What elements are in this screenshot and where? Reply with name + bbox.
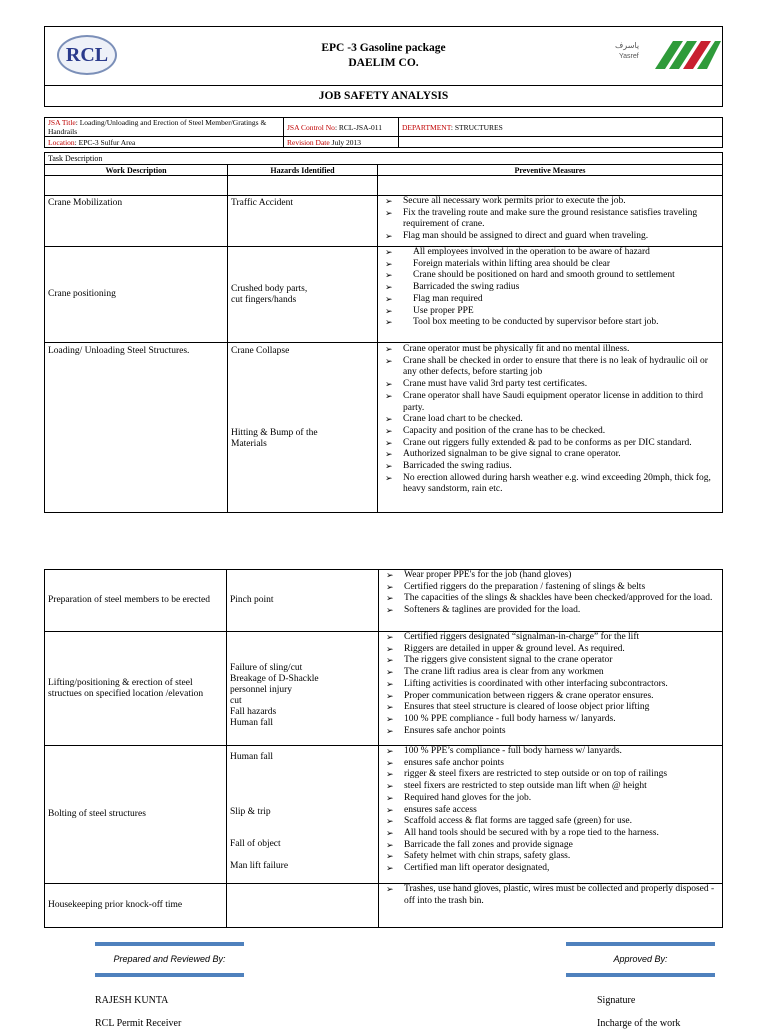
control-no-cell xyxy=(284,118,399,137)
hazard-cell xyxy=(227,632,379,746)
table-row xyxy=(45,247,723,343)
table-row xyxy=(45,570,723,632)
revision-date-cell xyxy=(284,137,399,148)
list-item: ➢ Use proper PPE xyxy=(381,306,719,318)
list-item: ➢ 100 % PPE’s compliance - full body harness w/ lanyards. xyxy=(382,746,719,758)
revision-date-value: July 2013 xyxy=(329,137,361,147)
column-header-hazards: Hazards Identified xyxy=(228,165,378,176)
hazard-text xyxy=(227,884,379,928)
jsa-title-bar xyxy=(44,85,723,107)
work-description: Crane Mobilization xyxy=(45,196,228,247)
list-item: ➢ Certified riggers designated “signalman-in-charge” for the lift xyxy=(382,632,719,644)
approver-role: Incharge of the work xyxy=(597,1018,681,1029)
measures-list xyxy=(382,632,719,737)
list-item: ➢ Crane operator must be physically fit and no mental illness. xyxy=(381,344,719,356)
list-item: ➢ All employees involved in the operation to be aware of hazard xyxy=(381,247,719,259)
list-item: ➢ The crane lift radius area is clear from any workmen xyxy=(382,667,719,679)
list-item: ➢ Required hand gloves for the job. xyxy=(382,793,719,805)
hazard-text: Failure of sling/cut xyxy=(230,662,303,673)
hazard-text: Slip & trip xyxy=(230,807,271,817)
list-item: ➢ The capacities of the slings & shackles have been checked/approved for the load. xyxy=(382,593,719,605)
jsa-title-cell xyxy=(45,118,284,137)
hazard-text: Hitting & Bump of the Materials xyxy=(231,428,318,449)
list-item: ➢ Ensures safe anchor points xyxy=(382,726,719,738)
list-item: ➢ Crane should be positioned on hard and smooth ground to settlement xyxy=(381,270,719,282)
table-row xyxy=(45,196,723,247)
list-item: ➢ ensures safe anchor points xyxy=(382,758,719,770)
jsa-title-label: JSA Title xyxy=(48,118,76,127)
list-item: ➢ 100 % PPE compliance - full body harness w/ lanyards. xyxy=(382,714,719,726)
list-item: ➢ Capacity and position of the crane has to be checked. xyxy=(381,426,719,438)
control-no-value: : RCL-JSA-011 xyxy=(334,122,382,132)
list-item: ➢ Ensures that steel structure is cleared of loose object prior lifting xyxy=(382,702,719,714)
location-cell xyxy=(45,137,284,148)
table-row xyxy=(45,343,723,513)
column-header-measures: Preventive Measures xyxy=(378,165,723,176)
hazard-text: Crane Collapse xyxy=(231,346,290,356)
hazard-text: cut fingers/hands xyxy=(231,294,297,305)
location-value: : EPC-3 Sulfur Area xyxy=(74,137,136,147)
hazard-cell xyxy=(227,746,379,884)
yasref-logo-text: Yasref xyxy=(619,53,639,60)
list-item: ➢ Softeners & taglines are provided for the load. xyxy=(382,605,719,617)
list-item: ➢ steel fixers are restricted to step outside man lift when @ height xyxy=(382,781,719,793)
list-item: ➢ Wear proper PPE's for the job (hand gloves) xyxy=(382,570,719,582)
list-item: ➢ Barricaded the swing radius. xyxy=(381,461,719,473)
hazard-table-1 xyxy=(44,152,723,513)
work-description: Housekeeping prior knock-off time xyxy=(45,884,227,928)
task-description-label: Task Description xyxy=(48,154,103,163)
list-item: ➢ Authorized signalman to be give signal to crane operator. xyxy=(381,449,719,461)
hazard-text: Fall hazards xyxy=(230,706,277,717)
revision-date-label: Revision Date xyxy=(287,137,330,147)
list-item: ➢ Scaffold access & flat forms are tagged safe (green) for use. xyxy=(382,816,719,828)
list-item: ➢ Certified man lift operator designated, xyxy=(382,863,719,875)
measures-list xyxy=(382,570,719,617)
list-item: ➢ rigger & steel fixers are restricted to step outside or on top of railings xyxy=(382,769,719,781)
jsa-info-table xyxy=(44,117,723,148)
list-item: ➢ Safety helmet with chin straps, safety glass. xyxy=(382,851,719,863)
hazard-text: Crushed body parts, xyxy=(231,283,308,294)
list-item: ➢ No erection allowed during harsh weather e.g. wind exceeding 20mph, thick fog, heavy sandstorm, rain etc. xyxy=(381,473,719,496)
hazard-text: Pinch point xyxy=(227,570,379,632)
list-item: ➢ Barricaded the swing radius xyxy=(381,282,719,294)
measures-list xyxy=(381,196,719,243)
rcl-logo-text: RCL xyxy=(65,44,109,66)
work-description: Lifting/positioning & erection of steel structues on specified location /elevation xyxy=(45,632,227,746)
list-item: ➢ Secure all necessary work permits prior to execute the job. xyxy=(381,196,719,208)
column-header-work: Work Description xyxy=(45,165,228,176)
hazard-text: Man lift failure xyxy=(230,861,289,871)
approver-signature: Signature xyxy=(597,995,636,1006)
yasref-stripes-icon xyxy=(649,39,721,71)
company-name: DAELIM CO. xyxy=(348,57,419,69)
list-item: ➢ Crane out riggers fully extended & pad to be conforms as per DIC standard. xyxy=(381,438,719,450)
task-description-cell xyxy=(45,153,723,165)
hazard-text: personnel injury xyxy=(230,684,293,695)
measures-list xyxy=(381,247,719,329)
list-item: ➢ Fix the traveling route and make sure the ground resistance satisfies traveling requirement of crane. xyxy=(381,208,719,231)
list-item: ➢ ensures safe access xyxy=(382,805,719,817)
list-item: ➢ Flag man required xyxy=(381,294,719,306)
list-item: ➢ Foreign materials within lifting area should be clear xyxy=(381,259,719,271)
hazard-text: Human fall xyxy=(230,752,274,762)
doc-title: JOB SAFETY ANALYSIS xyxy=(318,90,449,102)
hazard-table-2 xyxy=(44,569,723,928)
list-item: ➢ Crane operator shall have Saudi equipment operator license in addition to third party. xyxy=(381,391,719,414)
location-label: Location xyxy=(48,137,75,147)
measures-list xyxy=(382,884,719,907)
work-description: Bolting of steel structures xyxy=(45,746,227,884)
list-item: ➢ Flag man should be assigned to direct and guard when traveling. xyxy=(381,231,719,243)
list-item: ➢ The riggers give consistent signal to the crane operator xyxy=(382,655,719,667)
list-item: ➢ Crane shall be checked in order to ensure that there is no leak of hydraulic oil or any other defects, before starting job xyxy=(381,356,719,379)
table-row xyxy=(45,884,723,928)
hazard-cell xyxy=(228,247,378,343)
yasref-logo-arabic: ياسرف xyxy=(615,41,640,50)
hazard-cell xyxy=(228,343,378,513)
table-row xyxy=(45,746,723,884)
list-item: ➢ Barricade the fall zones and provide signage xyxy=(382,840,719,852)
work-description: Loading/ Unloading Steel Structures. xyxy=(45,343,228,513)
document-header xyxy=(44,26,723,86)
approved-by-label: Approved By: xyxy=(613,954,668,964)
list-item: ➢ Crane must have valid 3rd party test certificates. xyxy=(381,379,719,391)
hazard-text: cut xyxy=(230,695,242,706)
list-item: ➢ Trashes, use hand gloves, plastic, wires must be collected and properly disposed -off into the trash bin. xyxy=(382,884,719,907)
list-item: ➢ Riggers are detailed in upper & ground level. As required. xyxy=(382,644,719,656)
hazard-text: Breakage of D-Shackle xyxy=(230,673,319,684)
department-cell xyxy=(399,118,723,137)
yasref-logo xyxy=(611,39,721,73)
preparer-name: RAJESH KUNTA xyxy=(95,995,169,1006)
list-item: ➢ Certified riggers do the preparation / fastening of slings & belts xyxy=(382,582,719,594)
approved-by-block xyxy=(566,942,715,977)
prepared-by-label: Prepared and Reviewed By: xyxy=(113,954,226,964)
measures-list xyxy=(381,344,719,496)
list-item: ➢ Crane load chart to be checked. xyxy=(381,414,719,426)
project-title: EPC -3 Gasoline package xyxy=(321,42,446,54)
hazard-text: Human fall xyxy=(230,717,274,728)
hazard-text: Traffic Accident xyxy=(228,196,378,247)
department-value: : STRUCTURES xyxy=(450,122,503,132)
list-item: ➢ Tool box meeting to be conducted by supervisor before start job. xyxy=(381,317,719,329)
preparer-role: RCL Permit Receiver xyxy=(95,1018,182,1029)
list-item: ➢ Proper communication between riggers & crane operator ensures. xyxy=(382,691,719,703)
jsa-title-value: : Loading/Unloading and Erection of Steel Member/Gratings & Handrails xyxy=(48,118,267,136)
department-label: DEPARTMENT xyxy=(402,122,451,132)
prepared-by-block xyxy=(95,942,244,977)
work-description: Crane positioning xyxy=(45,247,228,343)
hazard-text: Fall of object xyxy=(230,839,281,849)
work-description: Preparation of steel members to be erected xyxy=(45,570,227,632)
list-item: ➢ Lifting activities is coordinated with other interfacing subcontractors. xyxy=(382,679,719,691)
control-no-label: JSA Control No xyxy=(287,122,335,132)
list-item: ➢ All hand tools should be secured with by a rope tied to the harness. xyxy=(382,828,719,840)
measures-list xyxy=(382,746,719,875)
table-row xyxy=(45,632,723,746)
